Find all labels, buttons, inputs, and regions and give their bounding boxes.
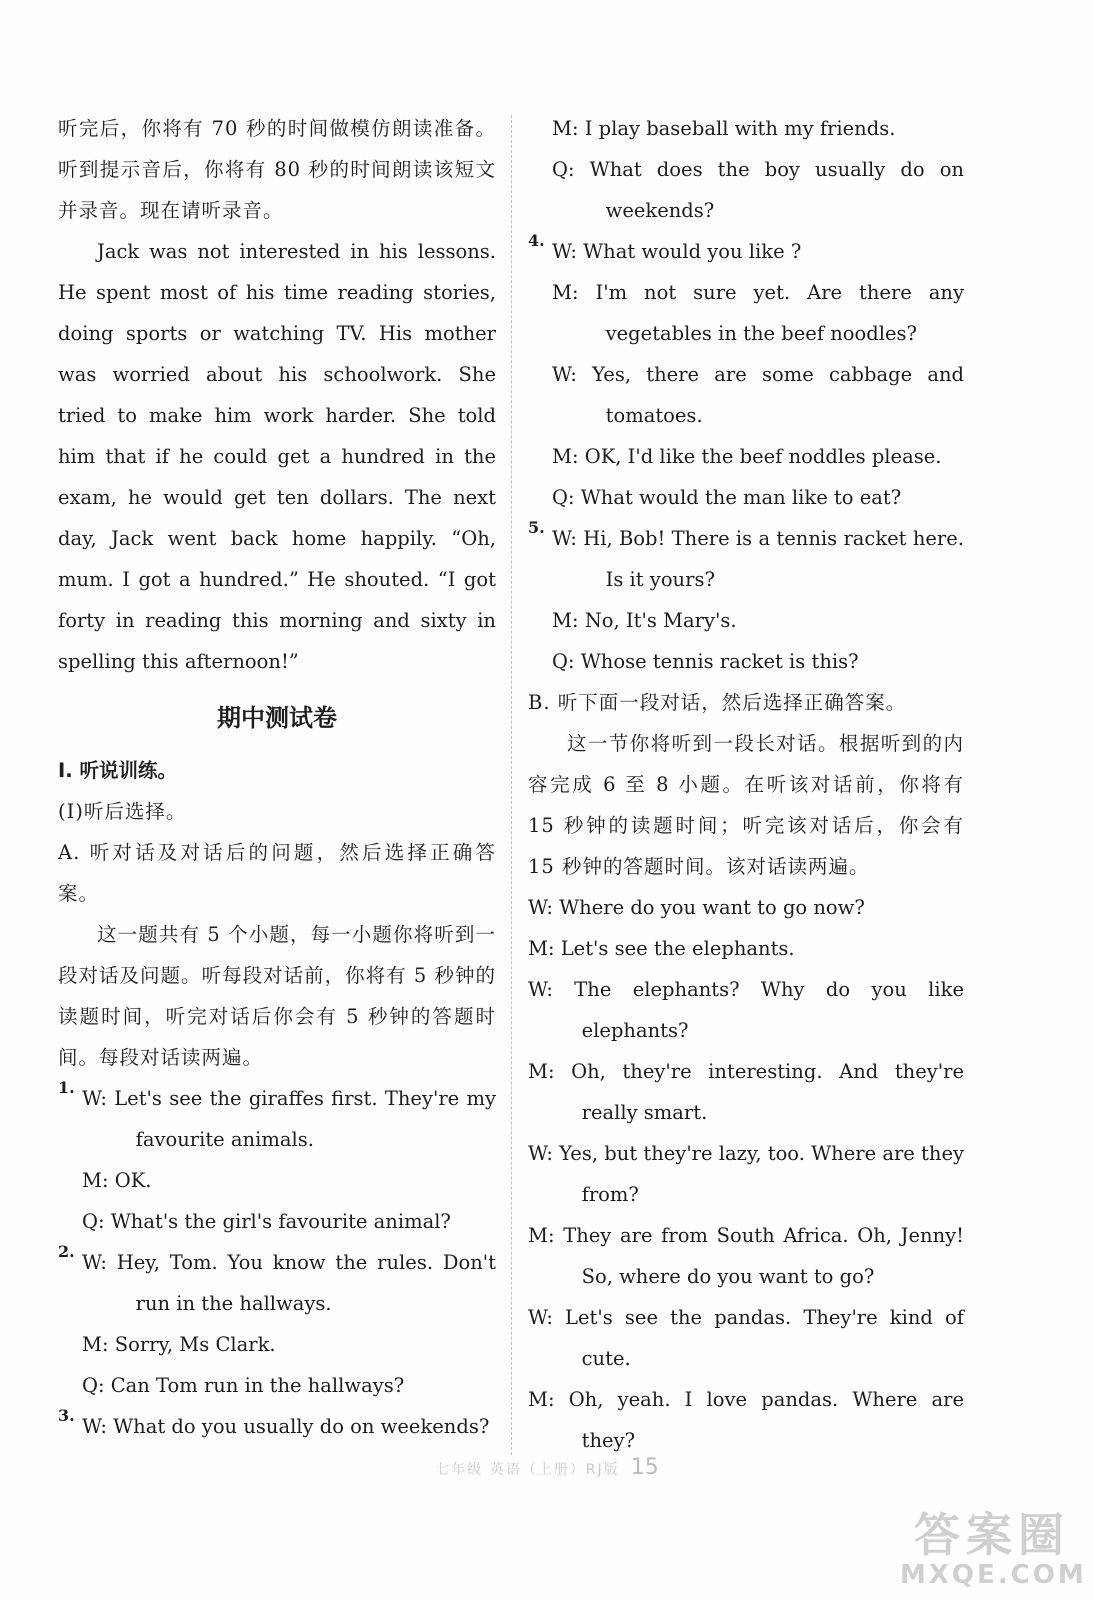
dialogue-line: W: Yes, but they're lazy, too. Where are they from? [528,1142,964,1206]
long-dialogue [528,887,964,1461]
dialogue-line: M: Oh, yeah. I love pandas. Where are they? [528,1388,964,1452]
watermark-text: 答案圈 [914,1508,1070,1562]
part-a-instruction: 这一题共有 5 个小题，每一小题你将听到一段对话及问题。听每段对话前，你将有 5 秒钟的读题时间，听完对话后你会有 5 秒钟的答题时间。每段对话读两遍。 [58,923,496,1069]
part-b-heading: B. 听下面一段对话，然后选择正确答案。 [528,691,907,714]
question-line: Q: Whose tennis racket is this? [552,650,859,673]
question-line: Q: Can Tom run in the hallways? [82,1374,405,1397]
left-column [58,108,496,1447]
test-title: 期中测试卷 [217,704,337,732]
question-line: Q: What would the man like to eat? [552,486,902,509]
dialogue-line: W: Let's see the giraffes first. They're my favourite animals. [82,1087,496,1151]
part-b-instruction: 这一节你将听到一段长对话。根据听到的内容完成 6 至 8 小题。在听该对话前，你将有 15 秒钟的读题时间；听完该对话后，你会有 15 秒钟的答题时间。该对话读两遍。 [528,732,964,878]
subsection-heading: (Ⅰ)听后选择。 [58,800,187,823]
section-heading: Ⅰ. 听说训练。 [58,759,177,782]
dialogue-line: M: OK. [82,1169,152,1192]
question-number: 1. [58,1078,75,1097]
right-column [528,108,964,1461]
dialogue-line: W: Yes, there are some cabbage and tomatoes. [552,363,964,427]
question-4 [528,231,964,518]
page-number: 15 [630,1455,659,1480]
reading-passage: Jack was not interested in his lessons. He spent most of his time reading stories, doing sports or watching TV. His mother was worried about his schoolwork. She tried to make him work harder. She told him that if he could get a hundred in the exam, he would get ten dollars. The next day, Jack went back home happily. “Oh, mum. I got a hundred.” He shouted. “I got forty in reading this morning and sixty in spelling this afternoon!” [58,240,496,673]
watermark-url: MXQE.COM [900,1560,1087,1590]
question-5 [528,518,964,682]
question-number: 4. [528,231,545,250]
dialogue-line: M: Oh, they're interesting. And they're really smart. [528,1060,964,1124]
question-number: 3. [58,1406,75,1425]
dialogue-line: M: Sorry, Ms Clark. [82,1333,276,1356]
dialogue-line: M: They are from South Africa. Oh, Jenny! So, where do you want to go? [528,1224,964,1288]
question-2 [58,1242,496,1406]
question-3 [58,1406,496,1447]
dialogue-line: W: Hey, Tom. You know the rules. Don't run in the hallways. [82,1251,496,1315]
dialogue-line: M: No, It's Mary's. [552,609,737,632]
dialogue-line: W: The elephants? Why do you like elephants? [528,978,964,1042]
dialogue-line: M: OK, I'd like the beef noddles please. [552,445,942,468]
question-number: 5. [528,518,545,537]
dialogue-line: W: Hi, Bob! There is a tennis racket here. Is it yours? [552,527,964,591]
dialogue-line: W: What do you usually do on weekends? [82,1415,490,1438]
reading-instruction: 听完后，你将有 70 秒的时间做模仿朗读准备。听到提示音后，你将有 80 秒的时间朗读该短文并录音。现在请听录音。 [58,117,496,222]
part-a-heading: A. 听对话及对话后的问题，然后选择正确答案。 [58,841,496,905]
dialogue-line: M: Let's see the elephants. [528,937,795,960]
column-divider [511,115,512,1455]
dialogue-line: M: I'm not sure yet. Are there any vegetables in the beef noodles? [552,281,964,345]
page-footer [0,1455,1094,1480]
question-3-continued [528,108,964,231]
dialogue-line: W: What would you like ? [552,240,802,263]
question-line: Q: What does the boy usually do on weekends? [552,158,964,222]
dialogue-line: W: Let's see the pandas. They're kind of cute. [528,1306,964,1370]
dialogue-line: W: Where do you want to go now? [528,896,865,919]
question-line: Q: What's the girl's favourite animal? [82,1210,451,1233]
watermark-logo [900,1508,1087,1594]
dialogue-line: M: I play baseball with my friends. [552,117,896,140]
footer-book-title: 七年级 英语（上册）RJ版 [435,1462,620,1478]
question-1 [58,1078,496,1242]
question-number: 2. [58,1242,75,1261]
